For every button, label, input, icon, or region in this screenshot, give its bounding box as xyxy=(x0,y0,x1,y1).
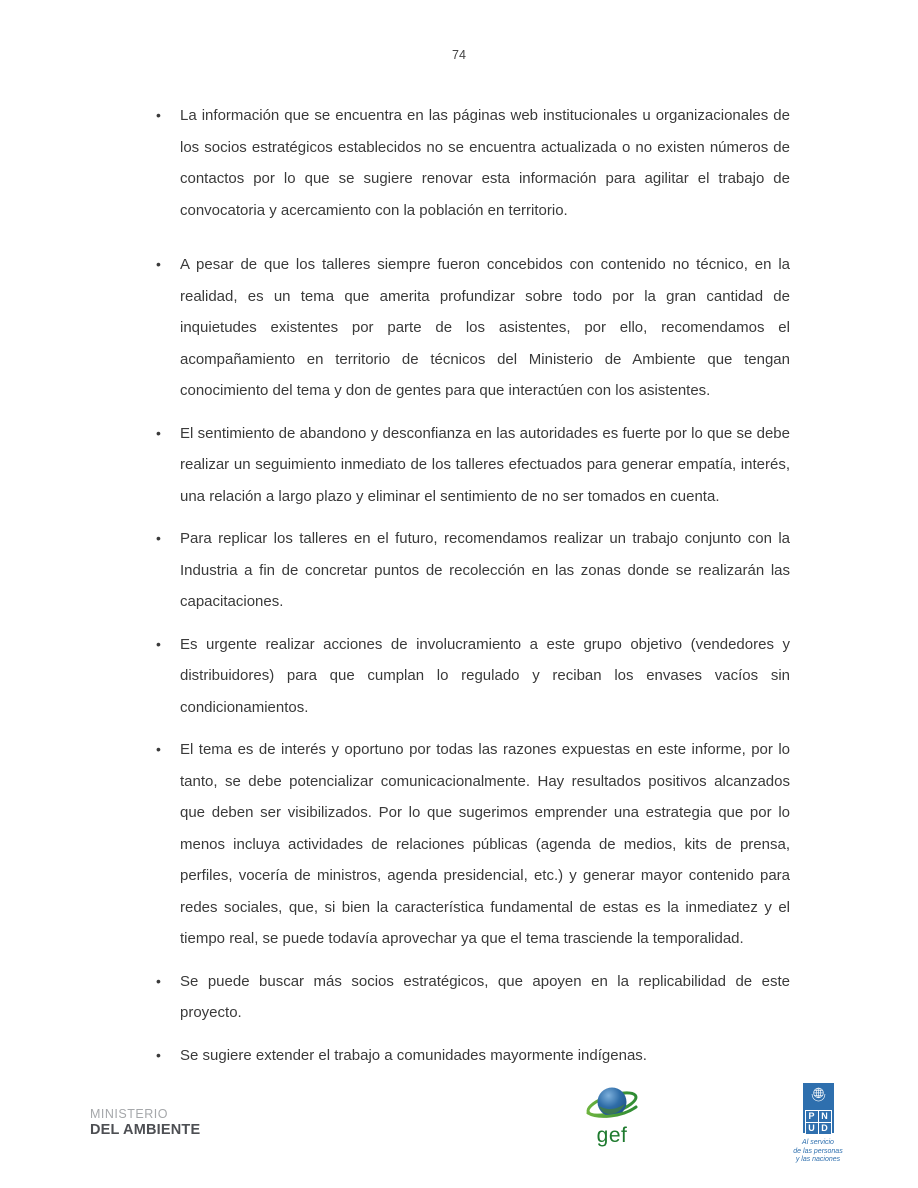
page-footer xyxy=(0,1075,918,1188)
pnud-letter: U xyxy=(806,1123,818,1134)
bullet-text: Para replicar los talleres en el futuro, recomendamos realizar un trabajo conjunto con la Industria a fin de concretar puntos de recolección en las zonas donde se realizarán las capacitaciones. xyxy=(180,530,790,610)
ministerio-logo-line2: DEL AMBIENTE xyxy=(90,1121,201,1138)
bullet-item xyxy=(156,418,790,513)
ministerio-logo-line1: MINISTERIO xyxy=(90,1107,168,1121)
bullet-text: El sentimiento de abandono y desconfianza en las autoridades es fuerte por lo que se debe realizar un seguimiento inmediato de los talleres efectuados para generar empatía, interés, una relación a largo plazo y eliminar el sentimiento de no ser tomados en cuenta. xyxy=(180,424,790,505)
bullet-marker: • xyxy=(156,107,161,123)
document-body xyxy=(156,100,790,1082)
pnud-blue-box xyxy=(803,1083,834,1133)
bullet-marker: • xyxy=(156,972,161,989)
bullet-item xyxy=(156,249,790,407)
un-emblem-icon xyxy=(809,1085,828,1109)
bullet-text: Se sugiere extender el trabajo a comunidades mayormente indígenas. xyxy=(180,1046,647,1064)
pnud-logo xyxy=(787,1083,849,1165)
bullet-marker: • xyxy=(156,424,161,441)
pnud-letter: P xyxy=(806,1111,818,1122)
page-number: 74 xyxy=(452,48,466,62)
gef-logo xyxy=(584,1083,640,1148)
pnud-letter: D xyxy=(819,1123,831,1134)
bullet-marker: • xyxy=(156,256,161,272)
bullet-marker: • xyxy=(156,1046,161,1063)
ministerio-del-ambiente-logo xyxy=(90,1108,200,1137)
bullet-list xyxy=(156,100,790,1071)
bullet-text: A pesar de que los talleres siempre fueron concebidos con contenido no técnico, en la realidad, es un tema que amerita profundizar sobre todo por la gran cantidad de inquietudes existentes por parte de los asistentes, por ello, recomendamos el acompañamiento en territorio de técnicos del Ministerio de Ambiente que tengan conocimiento del tema y don de gentes para que interactúen con los asistentes. xyxy=(180,256,790,399)
bullet-item xyxy=(156,100,790,226)
pnud-tagline-line: Al servicio xyxy=(802,1139,834,1146)
pnud-tagline xyxy=(787,1139,849,1165)
bullet-text: Es urgente realizar acciones de involucramiento a este grupo objetivo (vendedores y distribuidores) para que cumplan lo regulado y reciban los envases vacíos sin condicionamientos. xyxy=(180,635,790,716)
bullet-text: La información que se encuentra en las páginas web institucionales u organizacionales de los socios estratégicos establecidos no se encuentra actualizada o no existen números de contactos por lo que se sugiere renovar esta información para agilitar el trabajo de convocatoria y acercamiento con la población en territorio. xyxy=(180,107,790,219)
pnud-tagline-line: y las naciones xyxy=(795,1156,841,1163)
bullet-text: El tema es de interés y oportuno por todas las razones expuestas en este informe, por lo tanto, se debe potencializar comunicacionalmente. Hay resultados positivos alcanzados que deben ser visibilizados. Por lo que sugerimos emprender una estrategia que por lo menos incluya actividades de relaciones públicas (agenda de medios, kits de prensa, perfiles, vocería de ministros, agenda presidencial, etc.) y generar mayor contenido para redes sociales, que, si bien la característica fundamental de estas es la inmediatez y el tiempo real, se puede todavía aprovechar ya que el tema trasciende la temporalidad. xyxy=(180,741,790,947)
pnud-tagline-line: de las personas xyxy=(793,1147,843,1155)
bullet-item xyxy=(156,523,790,618)
bullet-marker: • xyxy=(156,530,161,546)
bullet-marker: • xyxy=(156,741,161,757)
bullet-marker: • xyxy=(156,635,161,652)
bullet-text: Se puede buscar más socios estratégicos, que apoyen en la replicabilidad de este proyecto. xyxy=(180,972,790,1021)
bullet-item xyxy=(156,1040,790,1072)
gef-wordmark: gef xyxy=(596,1124,628,1147)
pnud-letter: N xyxy=(819,1111,831,1122)
bullet-item xyxy=(156,966,790,1029)
bullet-item xyxy=(156,734,790,955)
pnud-letter-grid xyxy=(805,1110,832,1135)
bullet-item xyxy=(156,629,790,724)
